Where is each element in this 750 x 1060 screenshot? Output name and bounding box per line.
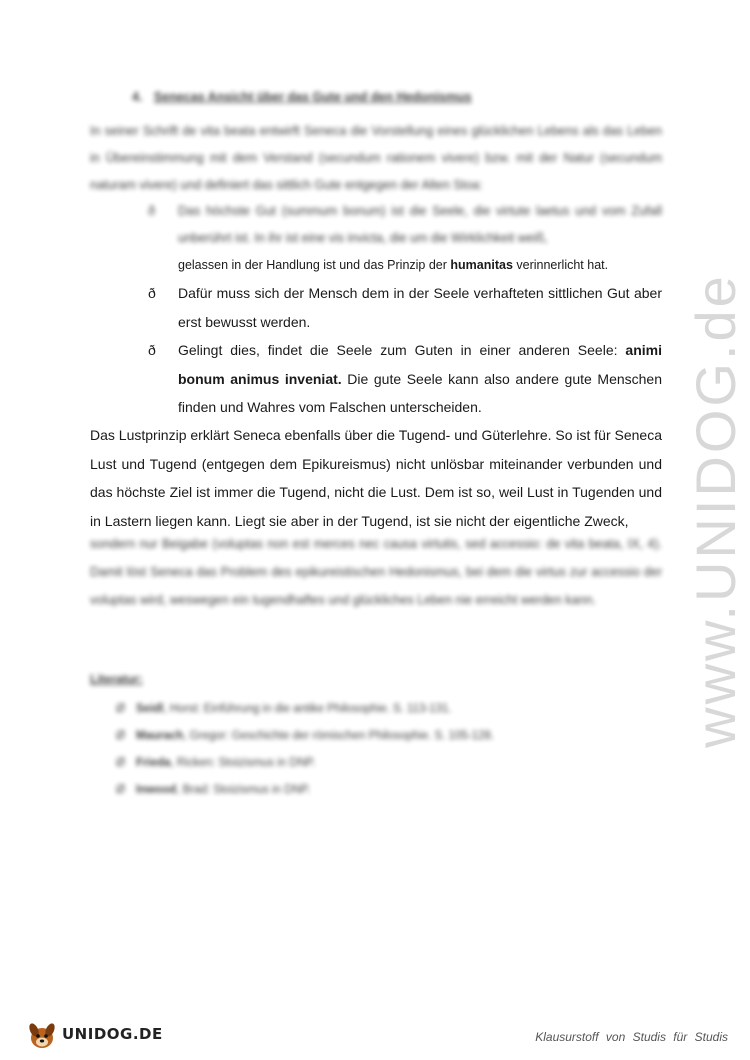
bullet-list — [148, 198, 662, 422]
bullet-text-tail — [178, 252, 662, 279]
literature-rest: , Gregor: Geschichte der römischen Philosophie. S. 105-128. — [183, 730, 494, 742]
bullet-text-before: Gelingt dies, findet die Seele zum Guten in einer anderen Seele: — [178, 342, 626, 358]
dog-logo-icon — [24, 1016, 60, 1052]
watermark — [665, 272, 750, 748]
bullet-text-bold: animi bonum animus inveniat. — [178, 342, 662, 387]
bullet-marker: ð — [148, 285, 156, 301]
bullet-text: Dafür muss sich der Mensch dem in der Seele verhafteten sittlichen Gut aber erst bewusst werden. — [178, 285, 662, 330]
literature-heading: Literatur: — [90, 672, 143, 686]
literature-marker: Ø — [116, 784, 125, 796]
literature-item — [116, 777, 636, 804]
literature-item — [116, 750, 636, 777]
footer-brand: UNIDOG.DE — [62, 1025, 163, 1043]
bullet-item — [148, 279, 662, 336]
literature-list — [116, 696, 636, 804]
bullet-item — [148, 198, 662, 279]
section-heading — [132, 90, 472, 104]
literature-marker: Ø — [116, 730, 125, 742]
literature-item — [116, 696, 636, 723]
section-number: 4. — [132, 90, 143, 104]
bullet-item — [148, 336, 662, 422]
bullet-marker: ð — [148, 342, 156, 358]
body-paragraph-blurred: sondern nur Beigabe (voluptas non est merces nec causa virtutis, sed accessio: de vita beata, IX, 4). Damit löst Seneca das Problem des epikureistischen Hedonismus, bei dem die virtus zur accessio der voluptas wird, weswegen ein tugendhaftes und glückliches Leben nie erreicht werden kann. — [90, 537, 662, 607]
bullet-tail-after: verinnerlicht hat. — [512, 258, 609, 272]
bullet-text-blurred: Das höchste Gut (summum bonum) ist die Seele, die virtute laetus und vom Zufall unberührt ist. In ihr ist eine vis invicta, die um die Wirklichkeit weiß, — [178, 204, 662, 245]
bullet-marker: ð — [148, 204, 155, 218]
literature-rest: , Horst: Einführung in die antike Philosophie. S. 113-131. — [163, 703, 452, 715]
bullet-text-after: Die gute Seele kann also andere gute Menschen finden und Wahres vom Falschen unterscheiden. — [178, 370, 663, 415]
section-title: Senecas Ansicht über das Gute und den Hedonismus — [153, 90, 472, 104]
literature-item — [116, 723, 636, 750]
bullet-text — [178, 336, 662, 422]
bullet-tail-bold: humanitas — [450, 258, 513, 272]
literature-author: Seidl — [136, 703, 164, 715]
literature-marker: Ø — [116, 757, 125, 769]
literature-author: Inwood — [136, 784, 177, 796]
footer-logo — [24, 1016, 163, 1052]
literature-marker: Ø — [116, 703, 125, 715]
literature-author: Maurach — [136, 730, 184, 742]
footer-tagline: Klausurstoff von Studis für Studis — [535, 1030, 728, 1044]
literature-rest: , Ricken: Stoizismus in DNP. — [170, 757, 316, 769]
literature-author: Frieda — [136, 757, 171, 769]
intro-paragraph: In seiner Schrift de vita beata entwirft Seneca die Vorstellung eines glücklichen Lebens als das Leben in Übereinstimmung mit dem Verstand (secundum rationem vivere) bzw. mit der Natur (secundum naturam vivere) und definiert das sittlich Gute entgegen der Alten Stoa: — [90, 124, 662, 192]
body-paragraph: Das Lustprinzip erklärt Seneca ebenfalls über die Tugend- und Güterlehre. So ist für Seneca Lust und Tugend (entgegen dem Epikureismus) nicht unlösbar miteinander verbunden und das höchste Ziel ist immer die Tugend, nicht die Lust. Dem ist so, weil Lust in Tugenden und in Lastern liegen kann. Liegt sie aber in der Tugend, ist sie nicht der eigentliche Zweck, — [90, 427, 662, 529]
watermark-text: www.UNIDOG.de — [683, 272, 747, 748]
bullet-tail-before: gelassen in der Handlung ist und das Prinzip der — [178, 258, 451, 272]
literature-rest: , Brad: Stoizismus in DNP. — [176, 784, 311, 796]
